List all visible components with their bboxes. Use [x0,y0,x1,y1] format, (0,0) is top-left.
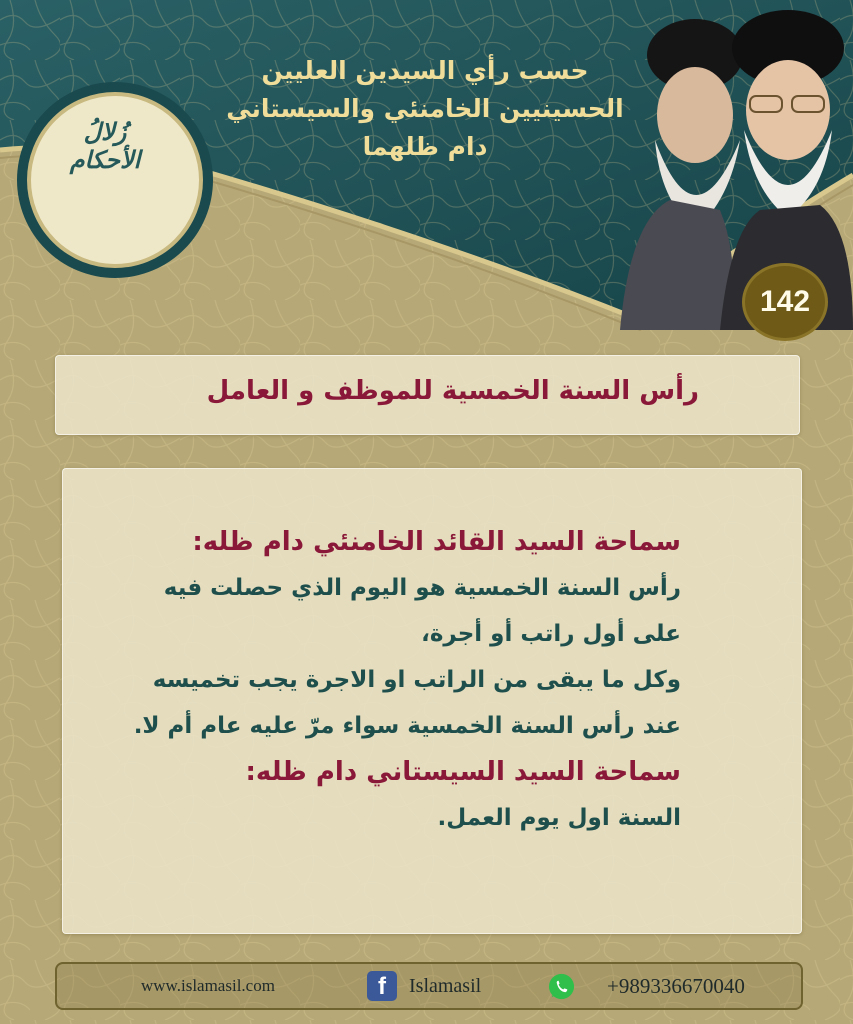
header-title [190,52,660,166]
website-link[interactable]: www.islamasil.com [141,976,275,995]
logo [40,118,170,174]
header-line1: حسب رأي السيدين العليين [261,56,589,85]
title-panel [55,355,800,435]
facebook-icon[interactable]: f [367,971,397,1001]
paragraph-line: رأس السنة الخمسية هو اليوم الذي حصلت فيه [163,575,681,601]
paragraph-line: وكل ما يبقى من الراتب او الاجرة يجب تخميسه [152,667,681,693]
whatsapp-icon[interactable] [547,972,576,1001]
content-text [121,519,681,841]
content-panel [62,468,802,934]
phone-number: +989336670040 [607,974,745,998]
paragraph-line: السنة اول يوم العمل. [437,805,681,831]
heading-khamenei: سماحة السيد القائد الخامنئي دام ظله: [192,527,681,557]
paragraph-line: عند رأس السنة الخمسية سواء مرّ عليه عام أم لا. [133,713,681,739]
logo-line2: الأحكام [69,145,141,174]
footer-bar [55,962,803,1010]
page-title: رأس السنة الخمسية للموظف و العامل [206,376,699,406]
logo-line1: زُلالُ [83,117,127,146]
paragraph-line: على أول راتب أو أجرة، [421,621,681,647]
header-line2: الحسينيين الخامنئي والسيستاني [226,94,624,123]
heading-sistani: سماحة السيد السيستاني دام ظله: [245,757,681,787]
number-badge: 142 [742,263,828,341]
facebook-link[interactable]: Islamasil [409,975,482,997]
header-line3: دام ظلهما [362,132,488,161]
